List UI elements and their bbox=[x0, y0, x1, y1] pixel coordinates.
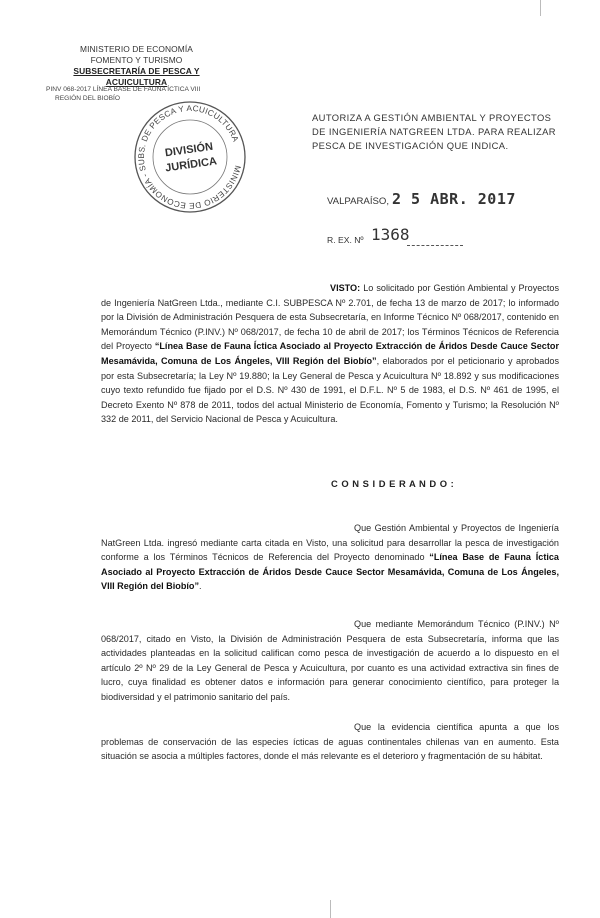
division-juridica-stamp bbox=[130, 97, 250, 217]
title-line-1: AUTORIZA A GESTIÓN AMBIENTAL Y PROYECTOS bbox=[312, 112, 552, 123]
ministry-name-2: FOMENTO Y TURISMO bbox=[90, 55, 183, 65]
rex-label: R. EX. Nº bbox=[327, 235, 364, 245]
p1-text-1: Que Gestión Ambiental y Proyectos de Ingeniería NatGreen Ltda. ingresó mediante carta citada en Visto, una solicitud para desarrollar la pesca de investigación conforme a los Términos Técnicos de Referencia del Proyecto denominado bbox=[101, 523, 559, 563]
rex-underline bbox=[407, 245, 463, 246]
edge-mark-bottom bbox=[330, 900, 331, 918]
p1-project-name: “Línea Base de Fauna Íctica Asociado al Proyecto Extracción de Áridos Desde Cauce Sector Mesamávida, Comuna de Los Ángeles, VIII Región del Biobío” bbox=[101, 552, 559, 592]
subsecretaria-name: SUBSECRETARÍA DE PESCA Y ACUICULTURA bbox=[73, 66, 200, 87]
visto-text-2: , elaborados por el peticionario y aprobados por esta Subsecretaría; la Ley Nº 19.880; la Ley General de Pesca y Acuicultura Nº 18.892 y sus modificaciones cuyo texto refundido fue fijado por el D.S. Nº 430 de 1991, el D.F.L. Nº 5 de 1983, el D.S. Nº 461 de 1995, el Decreto Exento Nº 878 de 2011, todos del actual Ministerio de Economía, Fomento y Turismo; la Resolución Nº 332 de 2011, del Servicio Nacional de Pesca y Acuicultura. bbox=[101, 355, 559, 425]
p3-text: Que la evidencia científica apunta a que los problemas de conservación de las especies ícticas de aguas continentales chilenas van en aumento. Esta situación se asocia a múltiples factores, donde el más relevante es el deterioro y fragmentación de su hábitat. bbox=[101, 722, 559, 762]
considerando-heading: C O N S I D E R A N D O : bbox=[331, 478, 455, 489]
reference-line-2: REGIÓN DEL BIOBÍO bbox=[55, 95, 120, 102]
edge-mark-top bbox=[540, 0, 541, 16]
stamp-line-2: JURÍDICA bbox=[164, 155, 218, 175]
reference-line-1: PINV 068-2017 LÍNEA BASE DE FAUNA ÍCTICA VIII bbox=[46, 86, 201, 93]
title-line-3: PESCA DE INVESTIGACIÓN QUE INDICA. bbox=[312, 140, 509, 151]
considerando-paragraph-3 bbox=[101, 720, 559, 764]
title-line-2: DE INGENIERÍA NATGREEN LTDA. PARA REALIZAR bbox=[312, 126, 556, 137]
svg-text:MINISTERIO DE ECONOMÍA - SUBS. bbox=[130, 97, 250, 217]
resolution-number bbox=[327, 225, 477, 249]
visto-text-1: Lo solicitado por Gestión Ambiental y Proyectos de Ingeniería NatGreen Ltda., mediante C.I. SUBPESCA Nº 2.701, de fecha 13 de marzo de 2017; lo informado por la División de Administración Pesquera de esta Subsecretaría, en Informe Técnico Nº 068/2017, contenido en Memorándum Técnico (P.INV.) Nº 068/2017, de fecha 10 de abril de 2017; los Términos Técnicos de Referencia del Proyecto bbox=[101, 283, 559, 352]
rex-number: 1368 bbox=[371, 225, 410, 244]
visto-project-name: “Línea Base de Fauna Íctica Asociado al Proyecto Extracción de Áridos Desde Cauce Sector Mesamávida, Comuna de Los Ángeles, VIII Región del Biobío” bbox=[101, 341, 559, 366]
ministry-name: MINISTERIO DE ECONOMÍA bbox=[80, 44, 193, 54]
visto-label: VISTO: bbox=[330, 283, 361, 293]
resolution-title bbox=[312, 111, 572, 153]
p2-text: Que mediante Memorándum Técnico (P.INV.) Nº 068/2017, citado en Visto, la División de Administración Pesquera de esta Subsecretaría, informa que las actividades planteadas en la solicitud califican como pesca de investigación de acuerdo a lo dispuesto en el artículo 2º Nº 29 de la Ley General de Pesca y Acuicultura, por cuanto es una actividad extractiva sin fines de lucro, cuya finalidad es obtener datos e información para generar conocimiento científico, para proteger la biodiversidad y el patrimonio sanitario del país. bbox=[101, 619, 559, 702]
visto-paragraph bbox=[101, 281, 559, 427]
considerando-paragraph-2 bbox=[101, 617, 559, 705]
stamp-line-1: DIVISIÓN bbox=[164, 140, 214, 160]
issue-date: 2 5 ABR. 2017 bbox=[392, 190, 516, 208]
place-date bbox=[327, 190, 527, 214]
stamp-ring-text: MINISTERIO DE ECONOMÍA - SUBS. DE PESCA Y ACUICULTURA bbox=[136, 103, 243, 211]
ministry-header bbox=[44, 44, 229, 88]
p1-text-2: . bbox=[199, 581, 202, 592]
place-label: VALPARAÍSO, bbox=[327, 196, 390, 207]
considerando-paragraph-1 bbox=[101, 521, 559, 594]
